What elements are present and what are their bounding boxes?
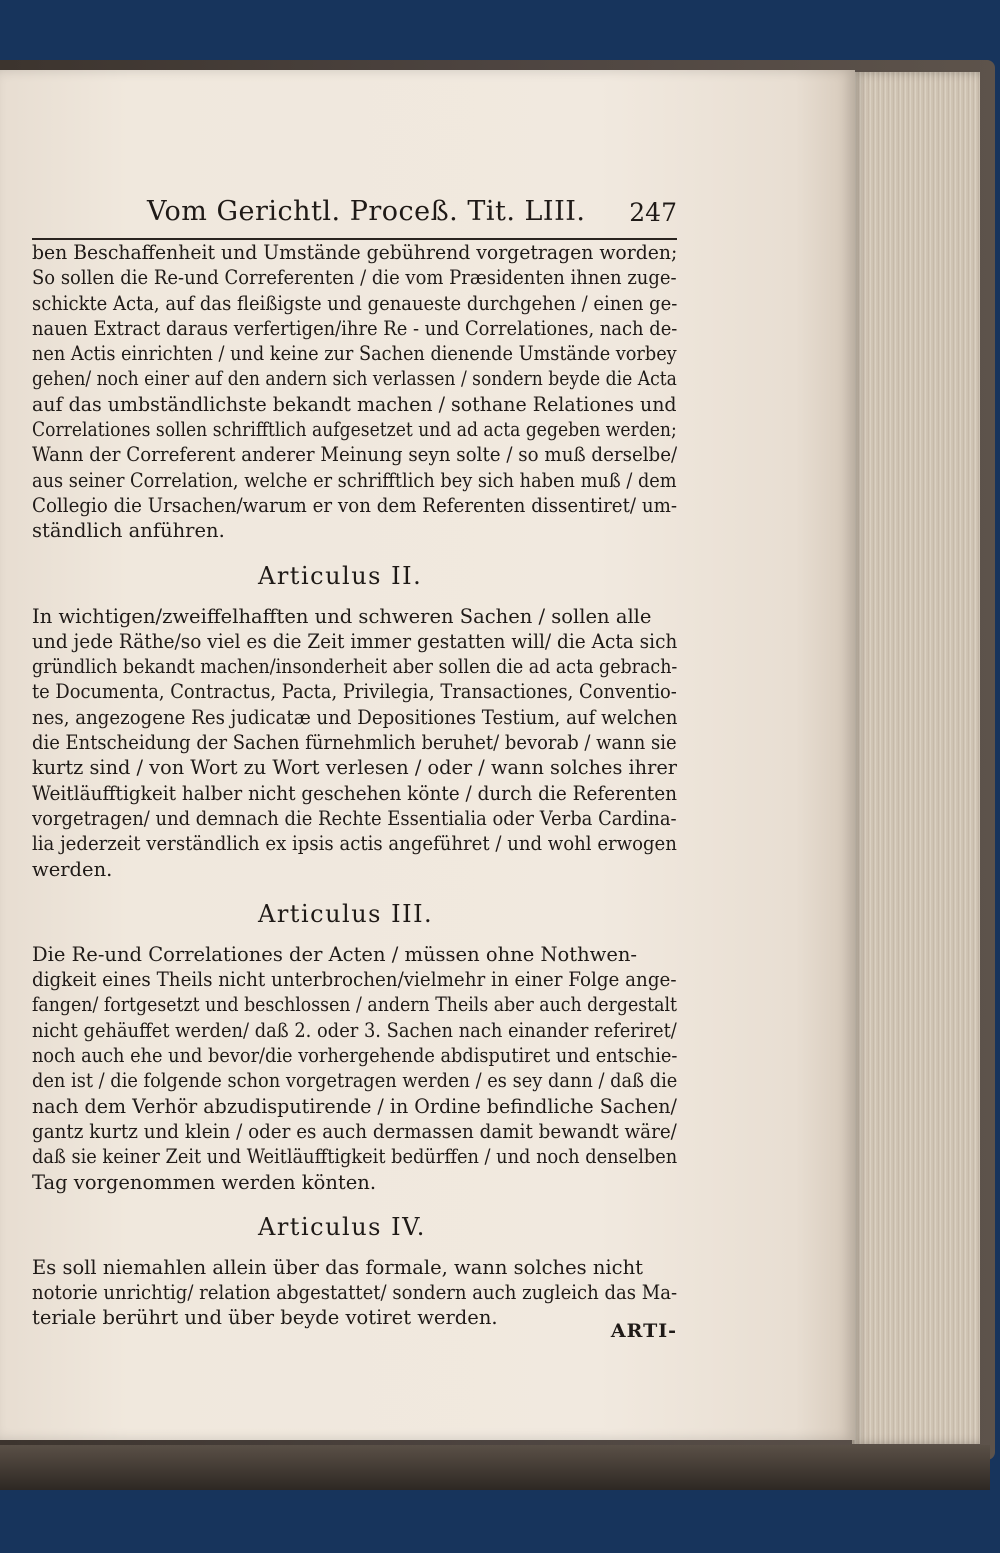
- text-line: gründlich bekandt machen/insonderheit aber sollen die ad acta gebrach-: [32, 655, 677, 679]
- intro-paragraph: [32, 240, 677, 544]
- text-line: digkeit eines Theils nicht unterbrochen/vielmehr in einer Folge ange-: [32, 968, 677, 992]
- text-line: Es soll niemahlen allein über das formale, wann solches nicht: [32, 1255, 643, 1279]
- article-3-paragraph: [32, 942, 677, 1195]
- text-line: nes, angezogene Res judicatæ und Depositiones Testium, auf welchen: [32, 705, 677, 729]
- text-line: den ist / die folgende schon vorgetragen werden / es sey dann / daß die: [32, 1069, 677, 1093]
- text-line: In wichtigen/zweiffelhafften und schweren Sachen / sollen alle: [32, 604, 652, 628]
- text-line: Tag vorgenommen werden könten.: [32, 1170, 377, 1194]
- text-line: Wann der Correferent anderer Meinung seyn solte / so muß derselbe/: [32, 443, 677, 467]
- text-line: notorie unrichtig/ relation abgestattet/ sondern auch zugleich das Ma-: [32, 1281, 677, 1305]
- running-head-title: Vom Gerichtl. Proceß. Tit. LIII.: [147, 196, 586, 227]
- article-4-heading: Articulus IV.: [258, 1212, 426, 1241]
- catchword: ARTI-: [610, 1320, 677, 1340]
- text-line: und jede Räthe/so viel es die Zeit immer gestatten will/ die Acta sich: [32, 629, 677, 653]
- text-line: die Entscheidung der Sachen fürnehmlich beruhet/ bevorab / wann sie: [32, 731, 677, 755]
- article-2-paragraph: [32, 604, 677, 882]
- article-3-heading: Articulus III.: [258, 899, 434, 928]
- text-line: lia jederzeit verständlich ex ipsis actis angeführet / und wohl erwogen: [32, 832, 677, 856]
- text-line: noch auch ehe und bevor/die vorhergehende abdisputiret und entschie-: [32, 1044, 677, 1068]
- text-line: Correlationes sollen schrifftlich aufgesetzet und ad acta gegeben werden;: [32, 418, 677, 442]
- text-line: nicht gehäuffet werden/ daß 2. oder 3. Sachen nach einander referiret/: [32, 1018, 677, 1042]
- text-line: teriale berührt und über beyde votiret werden.: [32, 1306, 498, 1330]
- text-line: te Documenta, Contractus, Pacta, Privilegia, Transactiones, Conventio-: [32, 680, 677, 704]
- text-line: gehen/ noch einer auf den andern sich verlassen / sondern beyde die Acta: [32, 367, 677, 391]
- page-number: 247: [629, 198, 677, 227]
- text-block: [32, 190, 677, 1340]
- text-line: Collegio die Ursachen/warum er von dem Referenten dissentiret/ um-: [32, 493, 677, 517]
- text-line: nauen Extract daraus verfertigen/ihre Re - und Correlationes, nach de-: [32, 316, 677, 340]
- text-line: gantz kurtz und klein / oder es auch dermassen damit bewandt wäre/: [32, 1119, 677, 1143]
- text-line: Weitläufftigkeit halber nicht geschehen könte / durch die Referenten: [32, 781, 677, 805]
- text-line: vorgetragen/ und demnach die Rechte Essentialia oder Verba Cardina-: [32, 806, 677, 830]
- text-line: aus seiner Correlation, welche er schrifftlich bey sich haben muß / dem: [32, 468, 677, 492]
- text-line: fangen/ fortgesetzt und beschlossen / andern Theils aber auch dergestalt: [32, 993, 677, 1017]
- text-line: ben Beschaffenheit und Umstände gebührend vorgetragen worden;: [32, 241, 677, 264]
- text-line: nen Actis einrichten / und keine zur Sachen dienende Umstände vorbey: [32, 342, 677, 366]
- text-line: auf das umbständlichste bekandt machen / sothane Relationes und: [32, 392, 677, 416]
- text-line: nach dem Verhör abzudisputirende / in Ordine befindliche Sachen/: [32, 1094, 677, 1118]
- page-edges: [852, 72, 980, 1444]
- book-bottom-edge: [0, 1445, 990, 1490]
- running-head: [32, 190, 677, 240]
- text-line: schickte Acta, auf das fleißigste und genaueste durchgehen / einen ge-: [32, 291, 677, 315]
- article-4-paragraph: [32, 1255, 677, 1331]
- article-2-heading: Articulus II.: [258, 561, 423, 590]
- text-line: kurtz sind / von Wort zu Wort verlesen / oder / wann solches ihrer: [32, 756, 677, 780]
- text-line: So sollen die Re-und Correferenten / die vom Præsidenten ihnen zuge-: [32, 266, 677, 290]
- text-line: daß sie keiner Zeit und Weitläufftigkeit bedürffen / und noch denselben: [32, 1145, 677, 1169]
- text-line: werden.: [32, 857, 113, 881]
- text-line: Die Re-und Correlationes der Acten / müssen ohne Nothwen-: [32, 942, 638, 966]
- text-line: ständlich anführen.: [32, 519, 225, 543]
